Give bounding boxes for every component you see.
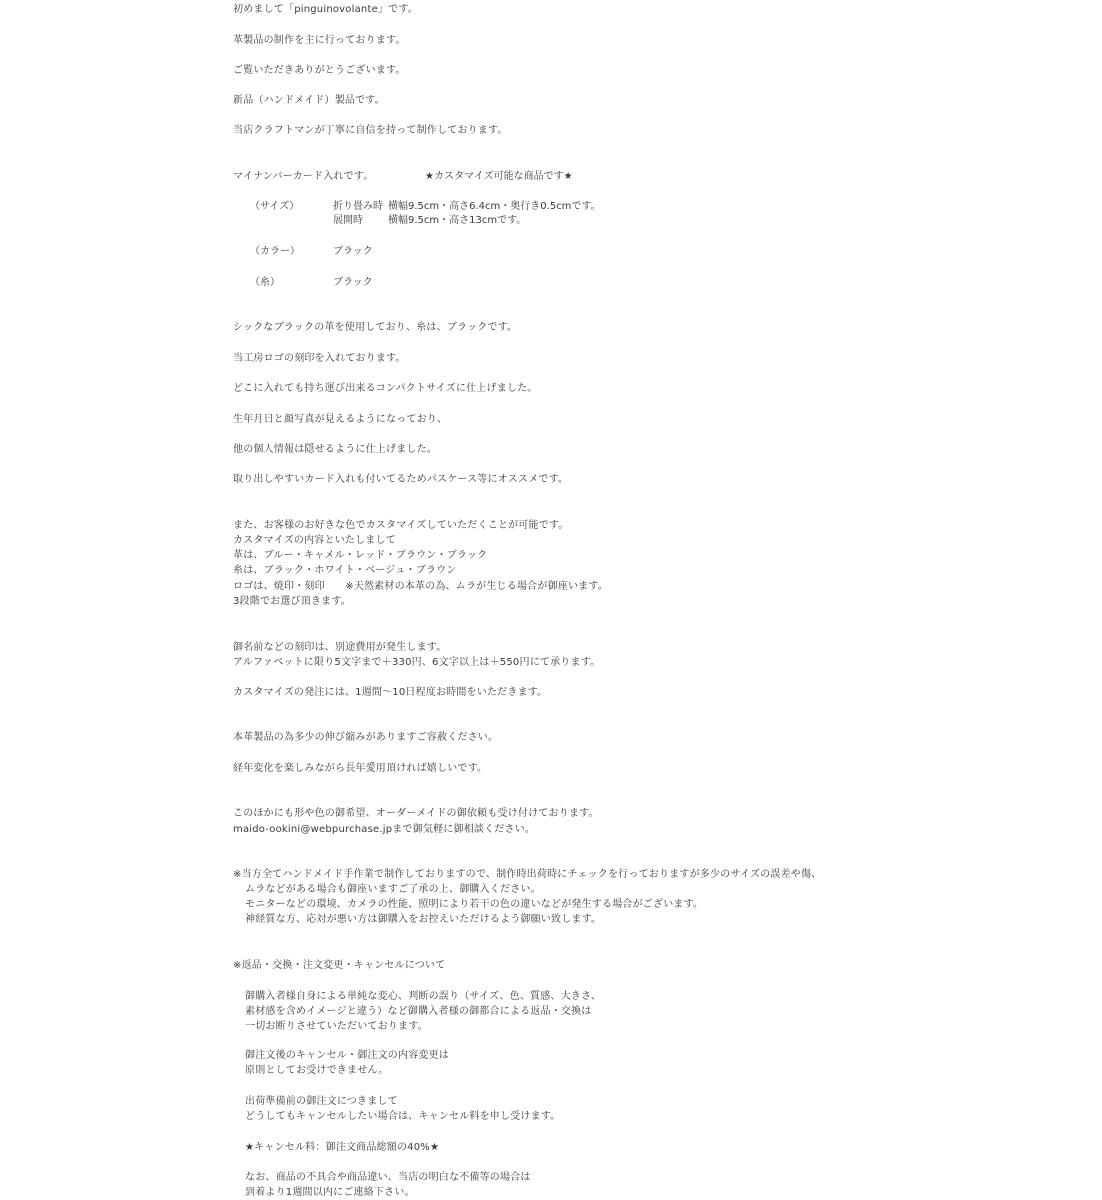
returns-line: 御注文後のキャンセル・御注文の内容変更は [245, 1050, 449, 1061]
customize-line: 糸は、ブラック・ホワイト・ベージュ・ブラウン [233, 565, 457, 576]
engraving-line: カスタマイズの発注には、1週間～10日程度お時間をいただきます。 [233, 687, 548, 698]
customize-line: 革は、ブルー・キャメル・レッド・ブラウン・ブラック [233, 550, 488, 561]
spec-open-value: 横幅9.5cm・高さ13cmです。 [388, 215, 527, 226]
cancel-fee: ★キャンセル料：御注文商品総額の40%★ [245, 1142, 440, 1153]
intro-line: 革製品の制作を主に行っております。 [233, 35, 406, 46]
feature-line: 当工房ロゴの刻印を入れております。 [233, 353, 406, 364]
intro-line: 初めまして「pinguinovolante」です。 [233, 4, 418, 15]
feature-line: 生年月日と顔写真が見えるようになっており、 [233, 414, 448, 425]
spec-folded-key: 折り畳み時 [333, 201, 383, 212]
contact-email-line: maido-ookini@webpurchase.jpまで御気軽に御相談ください。 [233, 824, 536, 835]
customize-line: カスタマイズの内容といたしまして [233, 535, 396, 546]
product-name: マイナンバーカード入れです。 [233, 171, 374, 182]
feature-line: どこに入れても持ち運び出来るコンパクトサイズに仕上げました。 [233, 383, 538, 394]
returns-heading: ※返品・交換・注文変更・キャンセルについて [233, 960, 446, 971]
spec-open-key: 展開時 [333, 215, 363, 226]
spec-size-label: （サイズ） [250, 201, 300, 212]
feature-line: 取り出しやすいカード入れも付いてるためパスケース等にオススメです。 [233, 474, 569, 485]
spec-folded-value: 横幅9.5cm・高さ6.4cm・奥行き0.5cmです。 [388, 201, 601, 212]
spec-color-label: （カラー） [250, 246, 300, 257]
intro-line: 新品（ハンドメイド）製品です。 [233, 95, 385, 106]
notice-line: モニターなどの環境、カメラの性能、照明により若干の色の違いなどが発生する場合がございます。 [245, 899, 704, 910]
spec-thread-value: ブラック [333, 277, 373, 288]
leather-note: 本革製品の為多少の伸び縮みがありますご容赦ください。 [233, 732, 499, 743]
spec-thread-label: （糸） [250, 277, 280, 288]
returns-line: 素材感を含めイメージと違う）など御購入者様の御都合による返品・交換は [245, 1006, 592, 1017]
intro-line: 当店クラフトマンが丁寧に自信を持って制作しております。 [233, 125, 508, 136]
leather-note: 経年変化を楽しみながら長年愛用頂ければ嬉しいです。 [233, 763, 488, 774]
notice-line: ※当方全てハンドメイド手作業で制作しておりますので、制作時出荷時にチェックを行っておりますが多少のサイズの誤差や傷、 [233, 869, 822, 880]
contact-line: このほかにも形や色の御希望、オーダーメイドの御依頼も受け付けております。 [233, 808, 599, 819]
returns-line: どうしてもキャンセルしたい場合は、キャンセル料を申し受けます。 [245, 1111, 561, 1122]
returns-line: 一切お断りさせていただいております。 [245, 1021, 428, 1032]
notice-line: 神経質な方、応対が悪い方は御購入をお控えいただけるよう御願い致します。 [245, 914, 602, 925]
spec-color-value: ブラック [333, 246, 373, 257]
notice-line: ムラなどがある場合も御座いますご了承の上、御購入ください。 [245, 884, 541, 895]
customizable-badge: ★カスタマイズ可能な商品です★ [425, 171, 573, 182]
engraving-line: 御名前などの刻印は、別途費用が発生します。 [233, 642, 447, 653]
customize-line: 3段階でお選び頂きます。 [233, 596, 351, 607]
returns-line: 到着より1週間以内にご連絡下さい。 [245, 1187, 415, 1198]
returns-line: 原則としてお受けできません。 [245, 1065, 389, 1076]
customize-line: ロゴは、焼印・刻印 ※天然素材の本革の為、ムラが生じる場合が御座います。 [233, 581, 608, 592]
engraving-line: アルファベットに限り5文字まで＋330円、6文字以上は＋550円にて承ります。 [233, 657, 601, 668]
feature-line: シックなブラックの革を使用しており、糸は、ブラックです。 [233, 322, 518, 333]
returns-line: なお、商品の不具合や商品違い、当店の明白な不備等の場合は [245, 1172, 531, 1183]
returns-line: 出荷準備前の御注文につきまして [245, 1096, 398, 1107]
customize-line: また、お客様のお好きな色でカスタマイズしていただくことが可能です。 [233, 520, 569, 531]
returns-line: 御購入者様自身による単純な変心、判断の誤り（サイズ、色、質感、大きさ、 [245, 991, 602, 1002]
intro-line: ご覧いただきありがとうございます。 [233, 65, 406, 76]
feature-line: 他の個人情報は隠せるように仕上げました。 [233, 444, 437, 455]
